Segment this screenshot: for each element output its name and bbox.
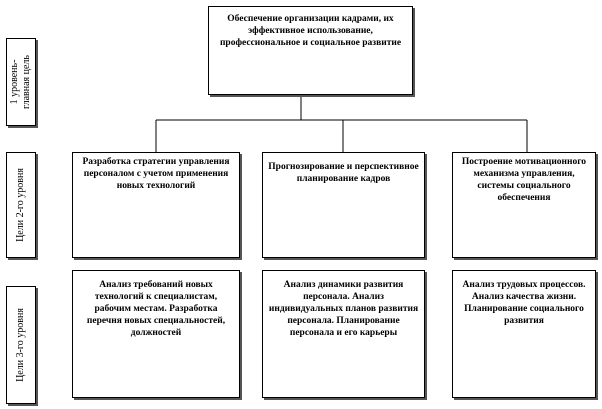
level3-goal-text: Анализ динамики развития персонала. Анализ индивидуальных планов развития персонала. Планирование персонала и его карьеры (268, 280, 419, 338)
level3-goal-1 (72, 270, 240, 398)
level3-goal-text: Анализ требований новых технологий к специалистам, рабочим местам. Разработка перечня новых специальностей, должностей (86, 280, 226, 338)
level3-goal-text: Анализ трудовых процессов. Анализ качества жизни. Планирование социального развития (462, 280, 586, 326)
level2-goal-3 (452, 152, 596, 258)
main-goal-box (208, 6, 413, 95)
main-goal-text: Обеспечение организации кадрами, их эффективное использование, профессиональное и социальное развитие (219, 14, 402, 48)
level2-goal-1 (72, 152, 240, 258)
level2-goal-text: Разработка стратегии управления персоналом с учетом применения новых технологий (82, 157, 230, 191)
level2-goal-2 (262, 152, 425, 258)
level-1-label: 1 уровень- главная цель (6, 38, 36, 126)
level3-goal-3 (452, 270, 596, 398)
level-3-label: Цели 3-го уровня (6, 286, 36, 404)
level2-goal-text: Прогнозирование и перспективное планирование кадров (268, 162, 419, 184)
level3-goal-2 (262, 270, 425, 398)
level-2-label: Цели 2-го уровня (6, 152, 36, 258)
level2-goal-text: Построение мотивационного механизма управления, системы социального обеспечения (461, 157, 587, 203)
